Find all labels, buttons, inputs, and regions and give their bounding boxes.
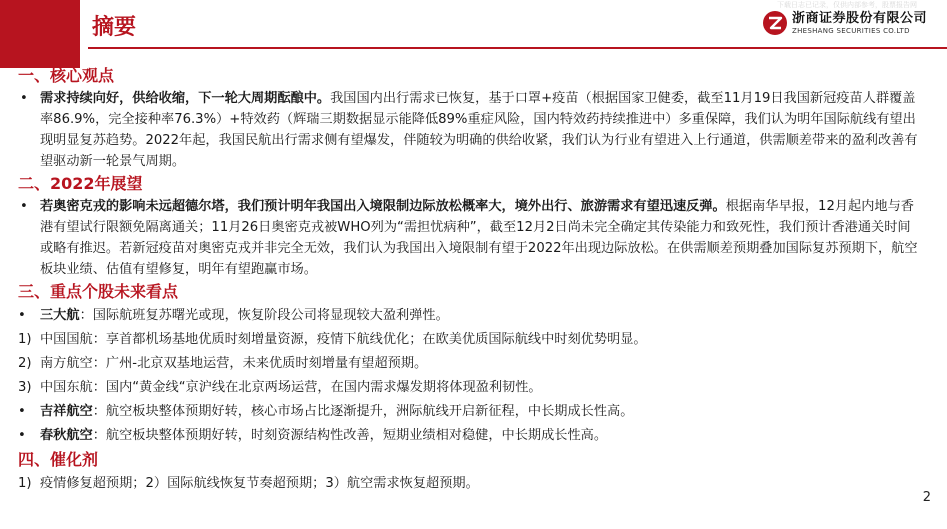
logo-chinese-name: 浙商证券股份有限公司: [791, 10, 927, 26]
header-divider: [88, 47, 947, 49]
bullet-text: 我国国内出行需求已恢复，基于口罩+疫苗（根据国家卫健委，截至11月19日我国新冠疫苗人群覆盖率86.9%，完全接种率76.3%）+特效药（辉瑞三期数据显示能降低89%重症风险，国内特效药持续推进中）多重保障，我们认为明年国际航线有望出现明显复苏趋势。2022年起，我国民航出行需求侧有望爆发，伴随较为明确的供给收紧，我们认为行业有望进入上行通道，供需顺差带来的盈利改善有望驱动新一轮景气周期。: [40, 91, 918, 169]
bullet-marker: •: [18, 404, 26, 419]
list-item: [18, 472, 923, 496]
item-text: ：航空板块整体预期好转，核心市场占比逐渐提升，洲际航线开启新征程，中长期成长性高。: [92, 404, 634, 419]
item-text: 南方航空：广州-北京双基地运营，未来优质时刻增量有望超预期。: [40, 356, 428, 371]
list-item: [18, 400, 923, 424]
bullet-marker: •: [20, 199, 28, 214]
list-item: [18, 88, 923, 172]
list-item: [18, 424, 923, 448]
page-number: 2: [922, 490, 931, 505]
summary-content: [18, 64, 923, 496]
zheshang-logo-icon: [762, 10, 788, 36]
item-text: 中国东航：国内“黄金线“京沪线在北京两场运营，在国内需求爆发期将体现盈利韧性。: [40, 380, 542, 395]
item-bold-lead: 吉祥航空: [40, 404, 93, 419]
item-text: 疫情修复超预期；2）国际航线恢复节奏超预期；3）航空需求恢复超预期。: [40, 476, 479, 491]
list-item: [18, 376, 923, 400]
item-bold-lead: 三大航: [40, 308, 80, 323]
section-heading: 一、核心观点: [18, 66, 115, 85]
item-text: ：国际航班复苏曙光或现，恢复阶段公司将显现较大盈利弹性。: [79, 308, 449, 323]
watermark-text: 下载日志已记录，仅供内部参考，股票报告网: [777, 1, 917, 9]
header-red-block: [0, 0, 80, 68]
list-item: [18, 304, 923, 328]
section-heading: 二、2022年展望: [18, 174, 143, 193]
bullet-text: 根据南华早报，12月起内地与香港有望试行限额免隔离通关；11月26日奥密克戎被WHO列为“需担忧病种”，截至12月2日尚未完全确定其传染能力和致死性，我们预计香港通关时间或略有推迟。若新冠疫苗对奥密克戎并非完全无效，我们认为我国出入境限制有望于2022年出现边际放松。在供需顺差预期叠加国际复苏预期下，航空板块业绩、估值有望修复，明年有望跑赢市场。: [40, 199, 918, 277]
number-marker: 3): [18, 380, 32, 395]
bullet-bold-lead: 若奥密克戎的影响未远超德尔塔，我们预计明年我国出入境限制边际放松概率大，境外出行、旅游需求有望迅速反弹。: [40, 199, 726, 214]
item-text: ：航空板块整体预期好转，时刻资源结构性改善，短期业绩相对稳健，中长期成长性高。: [92, 428, 608, 443]
bullet-marker: •: [20, 91, 28, 106]
logo-english-name: ZHESHANG SECURITIES CO.LTD: [791, 26, 910, 35]
section-heading: 四、催化剂: [18, 450, 99, 469]
list-item: [18, 328, 923, 352]
bullet-bold-lead: 需求持续向好，供给收缩，下一轮大周期酝酿中。: [40, 91, 331, 106]
number-marker: 1): [18, 332, 32, 347]
company-logo: [762, 10, 927, 36]
number-marker: 1): [18, 476, 32, 491]
list-item: [18, 352, 923, 376]
bullet-marker: •: [18, 428, 26, 443]
item-bold-lead: 春秋航空: [40, 428, 93, 443]
page-title: 摘要: [92, 15, 137, 40]
section-heading: 三、重点个股未来看点: [18, 282, 179, 301]
bullet-marker: •: [18, 308, 26, 323]
list-item: [18, 196, 923, 280]
item-text: 中国国航：享首都机场基地优质时刻增量资源，疫情下航线优化；在欧美优质国际航线中时刻优势明显。: [40, 332, 647, 347]
number-marker: 2): [18, 356, 32, 371]
